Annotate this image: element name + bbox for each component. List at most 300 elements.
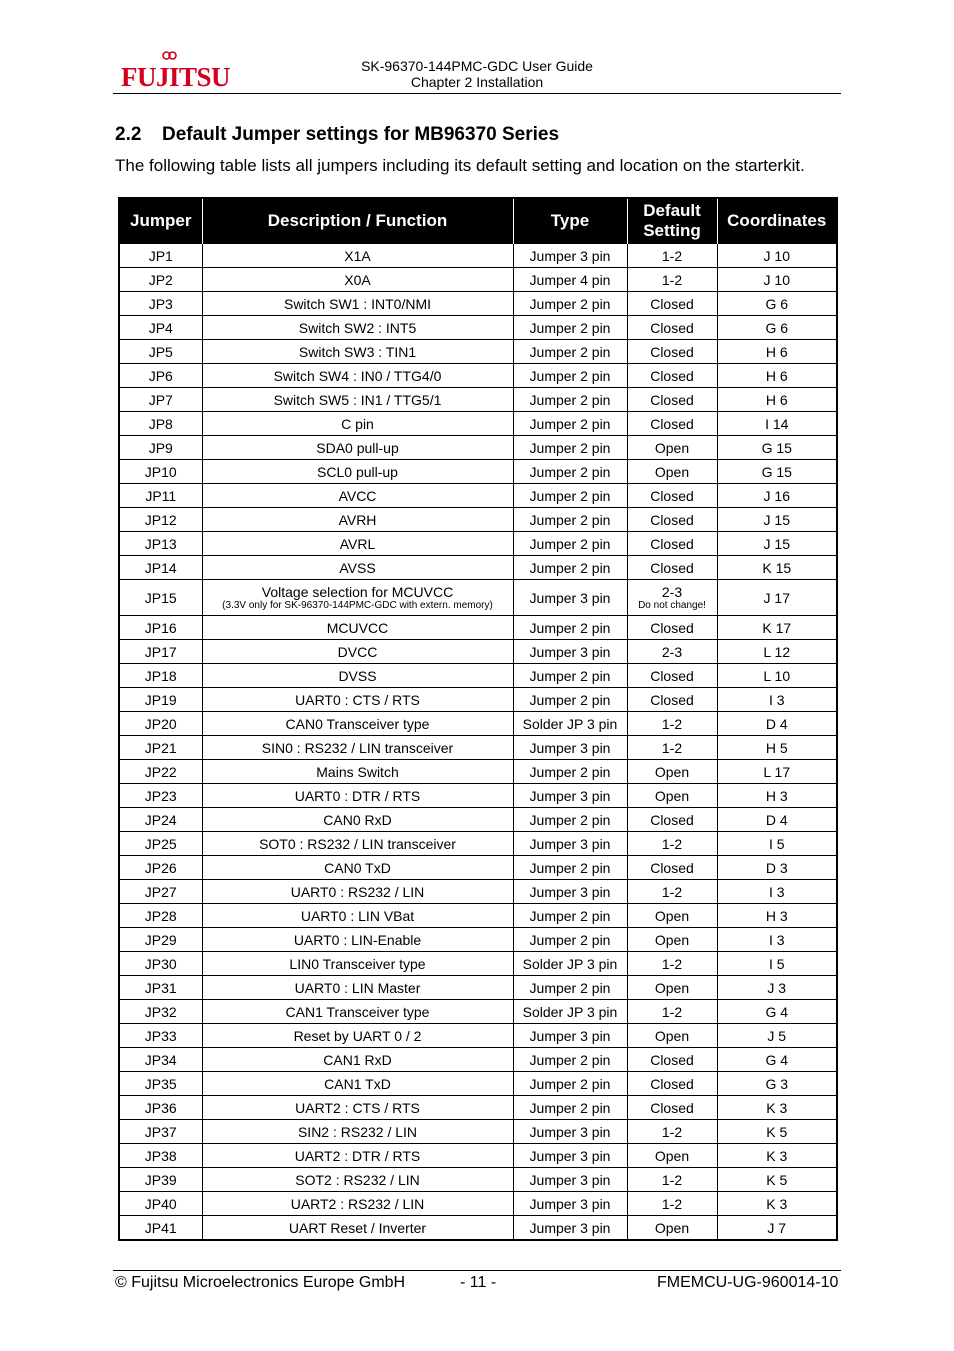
cell-coordinates <box>717 1000 837 1024</box>
cell-default <box>627 1168 717 1192</box>
cell-jumper-text: JP11 <box>145 487 177 504</box>
cell-type-text: Jumper 3 pin <box>529 787 611 804</box>
cell-type <box>513 316 627 340</box>
cell-default-text: 2-3 <box>661 584 683 600</box>
table-row <box>119 640 837 664</box>
cell-coordinates-text: J 10 <box>763 271 790 288</box>
cell-default-text: Closed <box>650 1075 694 1092</box>
cell-type-text: Solder JP 3 pin <box>522 1003 618 1020</box>
cell-coordinates-text: K 15 <box>762 559 792 576</box>
cell-description <box>202 1000 513 1024</box>
cell-default <box>627 556 717 580</box>
cell-jumper <box>119 736 202 760</box>
cell-jumper-text: JP25 <box>144 835 177 852</box>
table-row <box>119 412 837 436</box>
cell-jumper-text: JP26 <box>144 859 177 876</box>
cell-jumper-text: JP39 <box>144 1171 177 1188</box>
cell-coordinates <box>717 736 837 760</box>
cell-type <box>513 616 627 640</box>
cell-default-text: Closed <box>650 319 694 336</box>
cell-default <box>627 856 717 880</box>
cell-coordinates-text: J 16 <box>763 487 790 504</box>
table-header-row <box>119 198 837 244</box>
table-row <box>119 556 837 580</box>
cell-type-text: Jumper 2 pin <box>529 439 611 456</box>
cell-description <box>202 436 513 460</box>
cell-description <box>202 736 513 760</box>
table-row <box>119 784 837 808</box>
cell-jumper <box>119 784 202 808</box>
cell-description-text: Switch SW1 : INT0/NMI <box>283 295 432 312</box>
cell-default <box>627 1048 717 1072</box>
table-row <box>119 244 837 268</box>
cell-description <box>202 1192 513 1216</box>
cell-coordinates <box>717 1024 837 1048</box>
cell-jumper <box>119 580 202 616</box>
cell-type-text: Jumper 2 pin <box>529 619 611 636</box>
cell-default-text: 1-2 <box>661 955 683 972</box>
cell-jumper <box>119 1168 202 1192</box>
cell-default <box>627 268 717 292</box>
cell-coordinates-text: J 5 <box>767 1027 787 1044</box>
cell-description <box>202 484 513 508</box>
cell-default-text: 1-2 <box>661 739 683 756</box>
cell-description-text: CAN0 Transceiver type <box>285 715 430 732</box>
cell-default <box>627 292 717 316</box>
cell-coordinates <box>717 460 837 484</box>
cell-coordinates <box>717 388 837 412</box>
cell-coordinates <box>717 580 837 616</box>
cell-coordinates-text: J 7 <box>767 1219 787 1236</box>
table-row <box>119 484 837 508</box>
footer-divider <box>113 1270 841 1271</box>
cell-type <box>513 340 627 364</box>
cell-type-text: Jumper 3 pin <box>529 247 611 264</box>
cell-type-text: Jumper 2 pin <box>529 487 611 504</box>
cell-jumper <box>119 664 202 688</box>
cell-description-text: C pin <box>341 415 374 432</box>
header-default-line1: Default <box>643 201 701 220</box>
cell-coordinates-text: J 3 <box>767 979 787 996</box>
cell-description <box>202 856 513 880</box>
cell-description <box>202 688 513 712</box>
cell-default <box>627 1144 717 1168</box>
cell-description-text: AVSS <box>339 559 376 576</box>
cell-jumper-text: JP1 <box>148 247 173 264</box>
cell-jumper <box>119 1096 202 1120</box>
cell-jumper <box>119 412 202 436</box>
cell-jumper-text: JP18 <box>144 667 177 684</box>
cell-default-text: Closed <box>650 859 694 876</box>
table-row <box>119 856 837 880</box>
cell-jumper <box>119 1072 202 1096</box>
cell-default <box>627 616 717 640</box>
header-description: Description / Function <box>202 198 513 244</box>
cell-type-text: Jumper 2 pin <box>529 859 611 876</box>
table-row <box>119 976 837 1000</box>
cell-jumper <box>119 1192 202 1216</box>
cell-default <box>627 508 717 532</box>
cell-type-text: Jumper 2 pin <box>529 931 611 948</box>
cell-type-text: Jumper 2 pin <box>529 367 611 384</box>
cell-jumper-text: JP3 <box>148 295 173 312</box>
cell-default-text: Closed <box>650 559 694 576</box>
cell-default-text: Closed <box>650 691 694 708</box>
cell-jumper <box>119 268 202 292</box>
cell-coordinates <box>717 268 837 292</box>
cell-type-text: Jumper 2 pin <box>529 535 611 552</box>
cell-type-text: Jumper 2 pin <box>529 1099 611 1116</box>
table-row <box>119 616 837 640</box>
table-row <box>119 928 837 952</box>
cell-description-text: MCUVCC <box>326 619 389 636</box>
cell-type-text: Jumper 3 pin <box>529 739 611 756</box>
cell-default-text: Closed <box>650 1099 694 1116</box>
cell-coordinates-text: G 4 <box>765 1051 789 1068</box>
cell-jumper <box>119 616 202 640</box>
cell-coordinates-text: K 5 <box>766 1123 788 1140</box>
cell-type <box>513 760 627 784</box>
cell-type <box>513 412 627 436</box>
cell-jumper-text: JP7 <box>148 391 173 408</box>
cell-type-text: Jumper 3 pin <box>529 1219 611 1236</box>
cell-coordinates-text: L 10 <box>763 667 791 684</box>
cell-default <box>627 664 717 688</box>
cell-description <box>202 640 513 664</box>
cell-default <box>627 952 717 976</box>
cell-description <box>202 1048 513 1072</box>
cell-type <box>513 460 627 484</box>
cell-default-note: Do not change! <box>638 600 706 611</box>
cell-jumper <box>119 832 202 856</box>
cell-type <box>513 832 627 856</box>
cell-default <box>627 688 717 712</box>
cell-coordinates <box>717 832 837 856</box>
cell-default-text: 1-2 <box>661 715 683 732</box>
cell-jumper <box>119 1024 202 1048</box>
cell-jumper-text: JP41 <box>144 1219 177 1236</box>
cell-type-text: Jumper 3 pin <box>529 589 611 606</box>
svg-text:FUJITSU: FUJITSU <box>121 62 231 92</box>
cell-description <box>202 832 513 856</box>
cell-coordinates-text: G 3 <box>765 1075 789 1092</box>
cell-coordinates-text: I 14 <box>765 415 789 432</box>
cell-type <box>513 1168 627 1192</box>
cell-description-text: AVCC <box>338 487 377 504</box>
cell-description-text: SIN2 : RS232 / LIN <box>297 1123 418 1140</box>
cell-default <box>627 760 717 784</box>
table-row <box>119 1072 837 1096</box>
cell-jumper-text: JP8 <box>148 415 173 432</box>
header-coordinates: Coordinates <box>717 198 837 244</box>
table-row <box>119 1000 837 1024</box>
cell-jumper-text: JP17 <box>144 643 177 660</box>
cell-jumper-text: JP38 <box>144 1147 177 1164</box>
cell-default <box>627 388 717 412</box>
cell-type-text: Jumper 2 pin <box>529 295 611 312</box>
cell-coordinates-text: G 15 <box>761 439 792 456</box>
cell-jumper <box>119 316 202 340</box>
cell-type-text: Jumper 3 pin <box>529 1147 611 1164</box>
cell-jumper-text: JP35 <box>144 1075 177 1092</box>
cell-type <box>513 556 627 580</box>
cell-description-text: CAN1 Transceiver type <box>285 1003 430 1020</box>
cell-type-text: Jumper 2 pin <box>529 415 611 432</box>
cell-coordinates <box>717 640 837 664</box>
cell-coordinates <box>717 688 837 712</box>
table-row <box>119 1096 837 1120</box>
cell-default <box>627 928 717 952</box>
table-row <box>119 688 837 712</box>
table-row <box>119 532 837 556</box>
cell-coordinates <box>717 928 837 952</box>
cell-default-text: Closed <box>650 343 694 360</box>
cell-coordinates <box>717 244 837 268</box>
cell-default <box>627 904 717 928</box>
section-title: Default Jumper settings for MB96370 Series <box>162 124 560 145</box>
cell-type <box>513 904 627 928</box>
cell-default-text: Open <box>654 439 690 456</box>
cell-type <box>513 292 627 316</box>
cell-jumper <box>119 340 202 364</box>
cell-default-text: Closed <box>650 1051 694 1068</box>
cell-type-text: Jumper 2 pin <box>529 691 611 708</box>
cell-jumper <box>119 928 202 952</box>
cell-jumper-text: JP30 <box>144 955 177 972</box>
cell-coordinates-text: J 10 <box>763 247 790 264</box>
table-row <box>119 316 837 340</box>
cell-description <box>202 268 513 292</box>
cell-default <box>627 244 717 268</box>
cell-description-text: LIN0 Transceiver type <box>289 955 426 972</box>
cell-description-text: SOT2 : RS232 / LIN <box>295 1171 420 1188</box>
table-row <box>119 736 837 760</box>
cell-coordinates-text: J 17 <box>763 589 790 606</box>
cell-default <box>627 340 717 364</box>
cell-coordinates-text: K 3 <box>766 1147 788 1164</box>
cell-default-text: Closed <box>650 367 694 384</box>
cell-default-text: Closed <box>650 391 694 408</box>
cell-coordinates <box>717 880 837 904</box>
cell-jumper <box>119 640 202 664</box>
cell-type <box>513 928 627 952</box>
cell-coordinates-text: G 6 <box>765 295 789 312</box>
cell-description <box>202 556 513 580</box>
cell-description <box>202 340 513 364</box>
cell-type <box>513 244 627 268</box>
cell-type <box>513 388 627 412</box>
cell-description-text: UART0 : RS232 / LIN <box>290 883 425 900</box>
footer-doc-id: FMEMCU-UG-960014-10 <box>657 1274 839 1291</box>
cell-description-text: DVSS <box>338 667 377 684</box>
cell-description <box>202 976 513 1000</box>
cell-description-text: Voltage selection for MCUVCC <box>261 584 454 600</box>
cell-description-text: UART2 : DTR / RTS <box>294 1147 421 1164</box>
cell-jumper-text: JP5 <box>148 343 173 360</box>
cell-description <box>202 1216 513 1241</box>
header-type: Type <box>513 198 627 244</box>
table-row <box>119 268 837 292</box>
cell-type-text: Jumper 2 pin <box>529 511 611 528</box>
cell-type-text: Solder JP 3 pin <box>522 715 618 732</box>
cell-type <box>513 952 627 976</box>
cell-type <box>513 1024 627 1048</box>
cell-coordinates-text: I 3 <box>768 883 785 900</box>
document-title: SK-96370-144PMC-GDC User Guide <box>361 58 593 74</box>
cell-coordinates-text: D 3 <box>765 859 788 876</box>
cell-description <box>202 1096 513 1120</box>
cell-coordinates-text: K 5 <box>766 1171 788 1188</box>
cell-default <box>627 484 717 508</box>
cell-default-text: Open <box>654 979 690 996</box>
cell-coordinates-text: H 6 <box>765 391 788 408</box>
cell-default-text: Open <box>654 931 690 948</box>
cell-jumper-text: JP33 <box>144 1027 177 1044</box>
cell-jumper <box>119 508 202 532</box>
cell-default <box>627 832 717 856</box>
cell-jumper-text: JP22 <box>144 763 177 780</box>
table-row <box>119 880 837 904</box>
cell-type-text: Solder JP 3 pin <box>522 955 618 972</box>
table-row <box>119 952 837 976</box>
cell-jumper-text: JP20 <box>144 715 177 732</box>
cell-description <box>202 1120 513 1144</box>
cell-jumper-text: JP32 <box>144 1003 177 1020</box>
cell-description <box>202 664 513 688</box>
cell-type <box>513 664 627 688</box>
cell-coordinates <box>717 1216 837 1241</box>
cell-description <box>202 952 513 976</box>
cell-default-text: Open <box>654 907 690 924</box>
cell-coordinates <box>717 976 837 1000</box>
cell-type-text: Jumper 2 pin <box>529 907 611 924</box>
cell-default-text: Closed <box>650 535 694 552</box>
cell-coordinates-text: L 12 <box>763 643 791 660</box>
table-row <box>119 1144 837 1168</box>
cell-type-text: Jumper 3 pin <box>529 1195 611 1212</box>
cell-default-text: 1-2 <box>661 835 683 852</box>
cell-jumper-text: JP14 <box>144 559 177 576</box>
cell-default-text: 1-2 <box>661 1171 683 1188</box>
cell-jumper-text: JP24 <box>144 811 177 828</box>
table-row <box>119 832 837 856</box>
cell-coordinates-text: L 17 <box>763 763 791 780</box>
cell-description-text: UART Reset / Inverter <box>288 1219 427 1236</box>
cell-coordinates <box>717 808 837 832</box>
cell-coordinates <box>717 712 837 736</box>
cell-jumper <box>119 952 202 976</box>
cell-default <box>627 736 717 760</box>
cell-type <box>513 856 627 880</box>
cell-description-text: Reset by UART 0 / 2 <box>293 1027 422 1044</box>
cell-coordinates <box>717 1048 837 1072</box>
cell-jumper <box>119 904 202 928</box>
cell-coordinates-text: H 5 <box>765 739 788 756</box>
cell-coordinates <box>717 340 837 364</box>
cell-description-text: SIN0 : RS232 / LIN transceiver <box>261 739 454 756</box>
cell-default <box>627 880 717 904</box>
cell-type-text: Jumper 3 pin <box>529 643 611 660</box>
cell-coordinates <box>717 1192 837 1216</box>
cell-description <box>202 580 513 616</box>
cell-coordinates <box>717 412 837 436</box>
table-row <box>119 1048 837 1072</box>
cell-coordinates-text: H 6 <box>765 343 788 360</box>
cell-type <box>513 712 627 736</box>
cell-coordinates <box>717 316 837 340</box>
cell-jumper <box>119 856 202 880</box>
cell-description-text: UART0 : LIN-Enable <box>293 931 422 948</box>
section-number: 2.2 <box>115 124 142 145</box>
footer-page-number: - 11 - <box>460 1274 497 1291</box>
cell-description-text: DVCC <box>337 643 378 660</box>
cell-type <box>513 436 627 460</box>
footer-copyright: © Fujitsu Microelectronics Europe GmbH <box>115 1274 406 1291</box>
table-row <box>119 388 837 412</box>
cell-type <box>513 1120 627 1144</box>
fujitsu-logo <box>120 50 231 92</box>
cell-description <box>202 1144 513 1168</box>
cell-default <box>627 976 717 1000</box>
cell-description-text: SDA0 pull-up <box>316 439 399 456</box>
cell-description <box>202 712 513 736</box>
header-jumper: Jumper <box>119 198 202 244</box>
cell-coordinates-text: I 3 <box>768 931 785 948</box>
cell-coordinates-text: H 3 <box>765 787 788 804</box>
cell-type <box>513 268 627 292</box>
jumper-table <box>118 197 838 1241</box>
cell-type <box>513 880 627 904</box>
cell-type <box>513 640 627 664</box>
header-divider <box>113 93 841 94</box>
cell-description <box>202 412 513 436</box>
cell-coordinates-text: H 6 <box>765 367 788 384</box>
cell-jumper <box>119 760 202 784</box>
cell-jumper-text: JP16 <box>144 619 177 636</box>
cell-coordinates <box>717 1120 837 1144</box>
cell-coordinates <box>717 484 837 508</box>
cell-jumper <box>119 244 202 268</box>
cell-jumper-text: JP6 <box>148 367 173 384</box>
cell-description <box>202 760 513 784</box>
cell-jumper-text: JP13 <box>144 535 177 552</box>
cell-default-text: 1-2 <box>661 247 683 264</box>
cell-default <box>627 1120 717 1144</box>
table-row <box>119 1168 837 1192</box>
table-row <box>119 292 837 316</box>
cell-jumper-text: JP12 <box>144 511 177 528</box>
cell-default <box>627 532 717 556</box>
cell-jumper-text: JP27 <box>144 883 177 900</box>
cell-description <box>202 880 513 904</box>
cell-coordinates <box>717 532 837 556</box>
cell-description-text: UART2 : RS232 / LIN <box>290 1195 425 1212</box>
intro-paragraph: The following table lists all jumpers including its default setting and location on the starterkit. <box>115 156 805 175</box>
cell-description <box>202 244 513 268</box>
cell-default <box>627 784 717 808</box>
cell-type <box>513 1048 627 1072</box>
cell-type <box>513 1216 627 1241</box>
cell-type <box>513 484 627 508</box>
cell-coordinates <box>717 664 837 688</box>
cell-description <box>202 364 513 388</box>
cell-jumper <box>119 1048 202 1072</box>
cell-jumper-text: JP40 <box>144 1195 177 1212</box>
cell-description <box>202 784 513 808</box>
cell-default <box>627 1192 717 1216</box>
table-row <box>119 1120 837 1144</box>
cell-default-text: Closed <box>650 667 694 684</box>
